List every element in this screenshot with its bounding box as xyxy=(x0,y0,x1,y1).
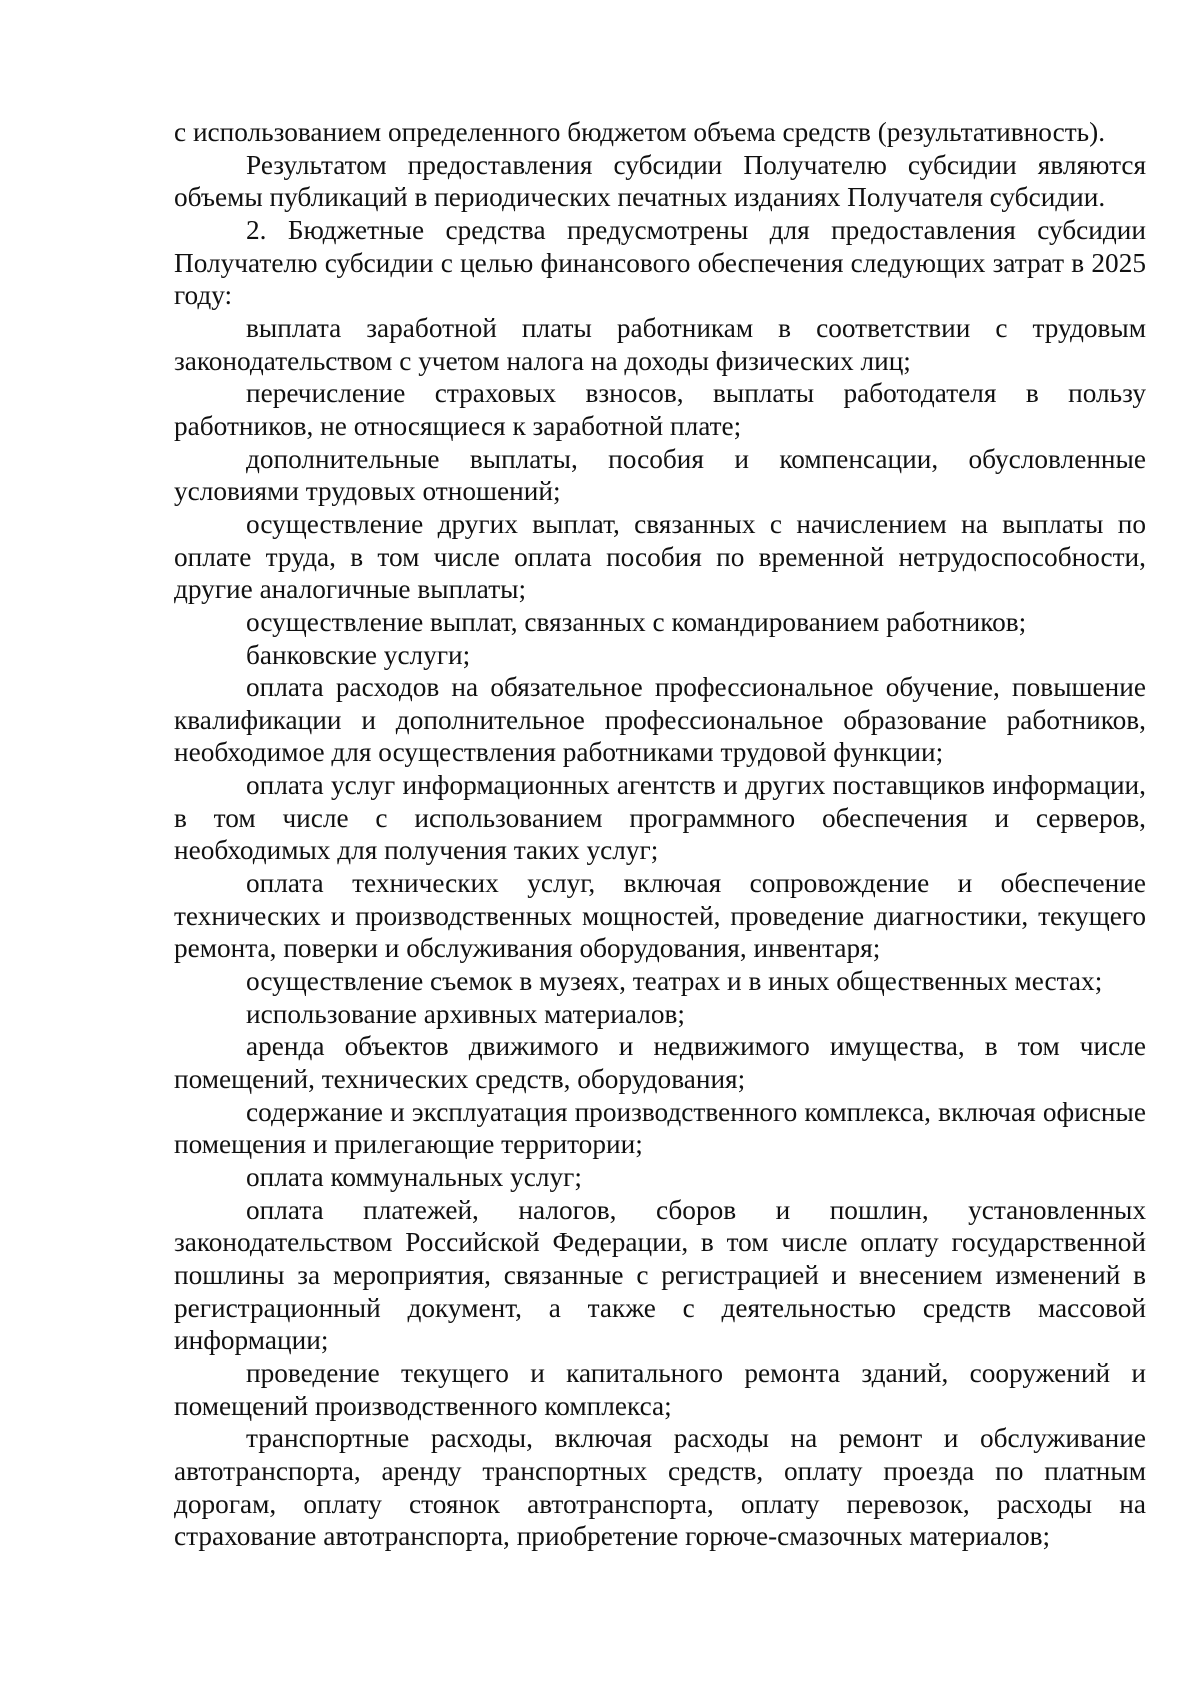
list-item-news-agencies: оплата услуг информационных агентств и других поставщиков информации, в том числе с использованием программного обеспечения и серверов, необходимых для получения таких услуг; xyxy=(174,770,1146,866)
list-item-technical-services: оплата технических услуг, включая сопровождение и обеспечение технических и производственных мощностей, проведение диагностики, текущего ремонта, поверки и обслуживания оборудования, инвентаря; xyxy=(174,868,1146,964)
list-item-maintenance: содержание и эксплуатация производственного комплекса, включая офисные помещения и прилегающие территории; xyxy=(174,1096,1146,1160)
list-item-archives: использование архивных материалов; xyxy=(246,998,685,1029)
list-item-transport: транспортные расходы, включая расходы на ремонт и обслуживание автотранспорта, аренду транспортных средств, оплату проезда по платным дорогам, оплату стоянок автотранспорта, оплату перевозок, расходы на страхование автотранспорта, приобретение горюче-смазочных материалов; xyxy=(174,1423,1146,1552)
list-item-taxes: оплата платежей, налогов, сборов и пошлин, установленных законодательством Российской Федерации, в том числе оплату государственной пошлины за мероприятия, связанные с регистрацией и внесением изменений в регистрационный документ, а также с деятельностью средств массовой информации; xyxy=(174,1194,1146,1356)
list-item-banking: банковские услуги; xyxy=(246,639,471,670)
list-item-salary: выплата заработной платы работникам в соответствии с трудовым законодательством с учетом налога на доходы физических лиц; xyxy=(174,312,1146,376)
list-item-compensation: дополнительные выплаты, пособия и компенсации, обусловленные условиями трудовых отношений; xyxy=(174,443,1146,507)
list-item-training: оплата расходов на обязательное профессиональное обучение, повышение квалификации и дополнительное профессиональное образование работников, необходимое для осуществления работниками трудовой функции; xyxy=(174,672,1146,768)
list-item-rent: аренда объектов движимого и недвижимого имущества, в том числе помещений, технических средств, оборудования; xyxy=(174,1031,1146,1095)
list-item-business-trips: осуществление выплат, связанных с командированием работников; xyxy=(246,606,1027,637)
list-item-utilities: оплата коммунальных услуг; xyxy=(246,1162,582,1192)
list-item-filming: осуществление съемок в музеях, театрах и в иных общественных местах; xyxy=(246,966,1103,997)
paragraph-clause-2: 2. Бюджетные средства предусмотрены для предоставления субсидии Получателю субсидии с целью финансового обеспечения следующих затрат в 2025 году: xyxy=(174,214,1146,311)
list-item-insurance: перечисление страховых взносов, выплаты работодателя в пользу работников, не относящиеся к заработной плате; xyxy=(174,378,1146,441)
paragraph-result: Результатом предоставления субсидии Получателю субсидии являются объемы публикаций в периодических печатных изданиях Получателя субсидии. xyxy=(174,149,1146,213)
paragraph-continuation: с использованием определенного бюджетом объема средств (результативность). xyxy=(174,117,1106,147)
document-page xyxy=(174,116,1146,1553)
list-item-repairs: проведение текущего и капитального ремонта зданий, сооружений и помещений производственного комплекса; xyxy=(174,1357,1146,1421)
list-item-other-payments: осуществление других выплат, связанных с начислением на выплаты по оплате труда, в том числе оплата пособия по временной нетрудоспособности, другие аналогичные выплаты; xyxy=(174,508,1146,605)
